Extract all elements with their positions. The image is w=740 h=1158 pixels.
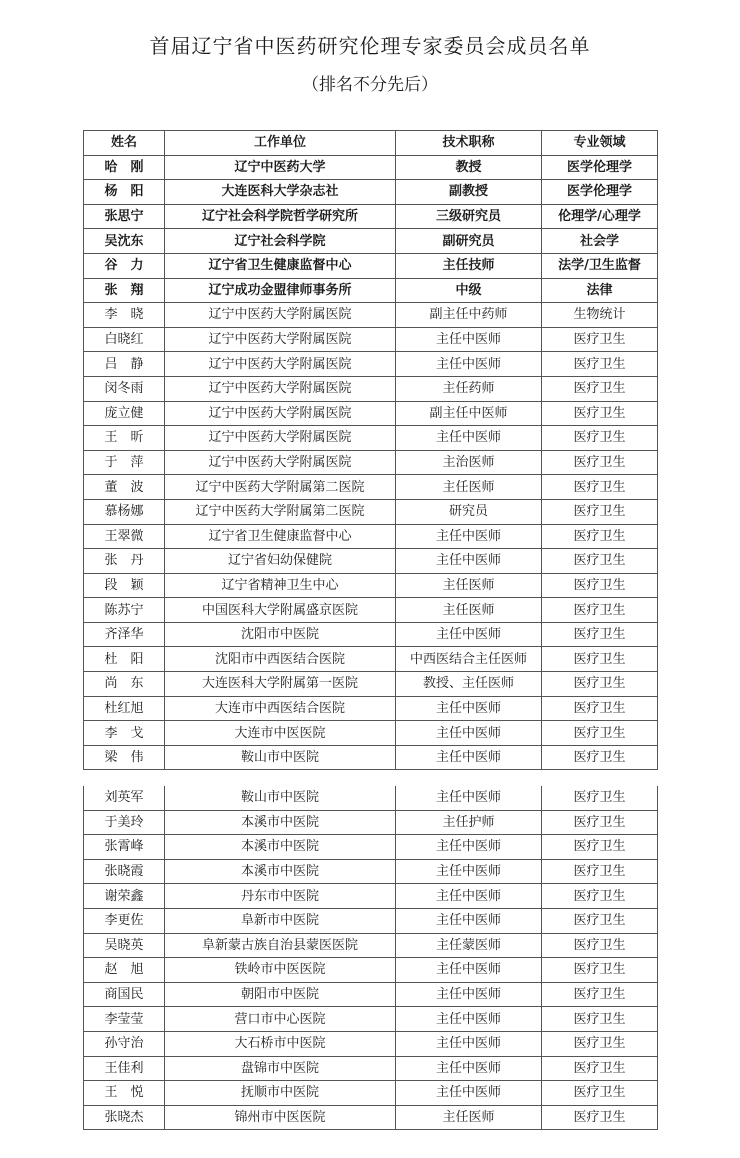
table-row — [84, 278, 658, 303]
table-row — [84, 253, 658, 278]
organization-cell: 辽宁中医药大学附属医院 — [165, 426, 396, 451]
title-cell: 主任中医师 — [396, 745, 542, 770]
name-cell: 姓名 — [84, 131, 165, 156]
organization-cell: 本溪市中医院 — [165, 810, 396, 835]
field-cell: 法律 — [542, 278, 658, 303]
members-table-part2 — [83, 786, 658, 1130]
table-row — [84, 810, 658, 835]
organization-cell: 辽宁中医药大学附属医院 — [165, 450, 396, 475]
field-cell: 医疗卫生 — [542, 835, 658, 860]
organization-cell: 大连市中西医结合医院 — [165, 696, 396, 721]
title-cell: 副主任中药师 — [396, 303, 542, 328]
table-row — [84, 982, 658, 1007]
name-cell: 梁 伟 — [84, 745, 165, 770]
field-cell: 生物统计 — [542, 303, 658, 328]
title-cell: 主任中医师 — [396, 1056, 542, 1081]
table-header-row — [84, 131, 658, 156]
title-cell: 主任医师 — [396, 598, 542, 623]
organization-cell: 辽宁中医药大学 — [165, 155, 396, 180]
title-cell: 教授 — [396, 155, 542, 180]
name-cell: 吕 静 — [84, 352, 165, 377]
field-cell: 医疗卫生 — [542, 450, 658, 475]
table-row — [84, 835, 658, 860]
table-row — [84, 327, 658, 352]
table-row — [84, 933, 658, 958]
title-cell: 主任中医师 — [396, 327, 542, 352]
organization-cell: 辽宁成功金盟律师事务所 — [165, 278, 396, 303]
table-row — [84, 524, 658, 549]
title-cell: 主任中医师 — [396, 859, 542, 884]
name-cell: 尚 东 — [84, 672, 165, 697]
field-cell: 医疗卫生 — [542, 401, 658, 426]
document-title: 首届辽宁省中医药研究伦理专家委员会成员名单 — [149, 34, 591, 58]
name-cell: 吴沈东 — [84, 229, 165, 254]
field-cell: 医学伦理学 — [542, 155, 658, 180]
field-cell: 医疗卫生 — [542, 327, 658, 352]
name-cell: 李更佐 — [84, 908, 165, 933]
organization-cell: 辽宁中医药大学附属第二医院 — [165, 499, 396, 524]
table-row — [84, 573, 658, 598]
organization-cell: 大连医科大学杂志社 — [165, 180, 396, 205]
name-cell: 王翠微 — [84, 524, 165, 549]
name-cell: 杜 阳 — [84, 647, 165, 672]
title-cell: 主任医师 — [396, 475, 542, 500]
organization-cell: 铁岭市中医医院 — [165, 958, 396, 983]
field-cell: 医疗卫生 — [542, 499, 658, 524]
name-cell: 于 萍 — [84, 450, 165, 475]
name-cell: 杨 阳 — [84, 180, 165, 205]
title-cell: 主任中医师 — [396, 1081, 542, 1106]
organization-cell: 工作单位 — [165, 131, 396, 156]
name-cell: 张霄峰 — [84, 835, 165, 860]
title-cell: 主任中医师 — [396, 352, 542, 377]
name-cell: 张晓霞 — [84, 859, 165, 884]
table-row — [84, 647, 658, 672]
organization-cell: 辽宁省卫生健康监督中心 — [165, 253, 396, 278]
organization-cell: 阜新蒙古族自治县蒙医医院 — [165, 933, 396, 958]
name-cell: 闵冬雨 — [84, 376, 165, 401]
name-cell: 陈苏宁 — [84, 598, 165, 623]
field-cell: 医疗卫生 — [542, 352, 658, 377]
title-cell: 副主任中医师 — [396, 401, 542, 426]
table-row — [84, 958, 658, 983]
name-cell: 王佳利 — [84, 1056, 165, 1081]
table-row — [84, 696, 658, 721]
title-cell: 主任医师 — [396, 573, 542, 598]
field-cell: 医疗卫生 — [542, 696, 658, 721]
name-cell: 王 悦 — [84, 1081, 165, 1106]
title-cell: 中级 — [396, 278, 542, 303]
organization-cell: 抚顺市中医院 — [165, 1081, 396, 1106]
organization-cell: 辽宁中医药大学附属医院 — [165, 376, 396, 401]
name-cell: 白晓红 — [84, 327, 165, 352]
name-cell: 赵 旭 — [84, 958, 165, 983]
field-cell: 社会学 — [542, 229, 658, 254]
table-row — [84, 672, 658, 697]
title-cell: 副研究员 — [396, 229, 542, 254]
title-cell: 技术职称 — [396, 131, 542, 156]
organization-cell: 沈阳市中医院 — [165, 622, 396, 647]
organization-cell: 辽宁中医药大学附属医院 — [165, 327, 396, 352]
name-cell: 李 晓 — [84, 303, 165, 328]
table-row — [84, 352, 658, 377]
organization-cell: 辽宁社会科学院 — [165, 229, 396, 254]
table-row — [84, 376, 658, 401]
name-cell: 王 昕 — [84, 426, 165, 451]
name-cell: 张思宁 — [84, 204, 165, 229]
table-row — [84, 229, 658, 254]
field-cell: 医疗卫生 — [542, 1056, 658, 1081]
field-cell: 医疗卫生 — [542, 475, 658, 500]
name-cell: 段 颖 — [84, 573, 165, 598]
field-cell: 医疗卫生 — [542, 933, 658, 958]
title-cell: 主任中医师 — [396, 1007, 542, 1032]
title-cell: 副教授 — [396, 180, 542, 205]
field-cell: 医疗卫生 — [542, 810, 658, 835]
field-cell: 医疗卫生 — [542, 908, 658, 933]
organization-cell: 大连市中医医院 — [165, 721, 396, 746]
table-row — [84, 549, 658, 574]
field-cell: 医疗卫生 — [542, 622, 658, 647]
field-cell: 医疗卫生 — [542, 859, 658, 884]
title-cell: 主任中医师 — [396, 884, 542, 909]
table-row — [84, 721, 658, 746]
table-row — [84, 204, 658, 229]
table-row — [84, 884, 658, 909]
organization-cell: 本溪市中医院 — [165, 835, 396, 860]
table-row — [84, 426, 658, 451]
name-cell: 谢荣鑫 — [84, 884, 165, 909]
name-cell: 于美玲 — [84, 810, 165, 835]
organization-cell: 辽宁省精神卫生中心 — [165, 573, 396, 598]
field-cell: 医疗卫生 — [542, 786, 658, 810]
field-cell: 医疗卫生 — [542, 524, 658, 549]
organization-cell: 阜新市中医院 — [165, 908, 396, 933]
field-cell: 医疗卫生 — [542, 1081, 658, 1106]
table-row — [84, 1031, 658, 1056]
name-cell: 李莹莹 — [84, 1007, 165, 1032]
name-cell: 张 翔 — [84, 278, 165, 303]
title-cell: 主任中医师 — [396, 549, 542, 574]
name-cell: 齐泽华 — [84, 622, 165, 647]
organization-cell: 辽宁省妇幼保健院 — [165, 549, 396, 574]
title-cell: 主任中医师 — [396, 958, 542, 983]
organization-cell: 中国医科大学附属盛京医院 — [165, 598, 396, 623]
field-cell: 医疗卫生 — [542, 647, 658, 672]
name-cell: 庞立健 — [84, 401, 165, 426]
field-cell: 法学/卫生监督 — [542, 253, 658, 278]
organization-cell: 营口市中心医院 — [165, 1007, 396, 1032]
name-cell: 吴晓英 — [84, 933, 165, 958]
title-cell: 研究员 — [396, 499, 542, 524]
field-cell: 医疗卫生 — [542, 982, 658, 1007]
table-row — [84, 786, 658, 810]
name-cell: 张晓杰 — [84, 1105, 165, 1130]
name-cell: 孙守治 — [84, 1031, 165, 1056]
table-row — [84, 155, 658, 180]
organization-cell: 锦州市中医医院 — [165, 1105, 396, 1130]
table-row — [84, 499, 658, 524]
field-cell: 医学伦理学 — [542, 180, 658, 205]
field-cell: 医疗卫生 — [542, 745, 658, 770]
organization-cell: 鞍山市中医院 — [165, 745, 396, 770]
table-row — [84, 450, 658, 475]
field-cell: 医疗卫生 — [542, 721, 658, 746]
name-cell: 谷 力 — [84, 253, 165, 278]
table-row — [84, 598, 658, 623]
name-cell: 张 丹 — [84, 549, 165, 574]
title-cell: 主任医师 — [396, 1105, 542, 1130]
title-cell: 主治医师 — [396, 450, 542, 475]
field-cell: 医疗卫生 — [542, 958, 658, 983]
field-cell: 医疗卫生 — [542, 598, 658, 623]
members-table-part1 — [83, 130, 658, 770]
table-row — [84, 908, 658, 933]
table-row — [84, 1105, 658, 1130]
organization-cell: 丹东市中医院 — [165, 884, 396, 909]
title-cell: 主任中医师 — [396, 982, 542, 1007]
title-cell: 主任中医师 — [396, 721, 542, 746]
organization-cell: 辽宁中医药大学附属医院 — [165, 303, 396, 328]
field-cell: 医疗卫生 — [542, 1105, 658, 1130]
field-cell: 医疗卫生 — [542, 884, 658, 909]
field-cell: 医疗卫生 — [542, 573, 658, 598]
table-row — [84, 1056, 658, 1081]
title-cell: 主任中医师 — [396, 524, 542, 549]
organization-cell: 辽宁社会科学院哲学研究所 — [165, 204, 396, 229]
title-cell: 主任技师 — [396, 253, 542, 278]
table-row — [84, 180, 658, 205]
title-cell: 主任药师 — [396, 376, 542, 401]
table-row — [84, 1081, 658, 1106]
name-cell: 李 戈 — [84, 721, 165, 746]
name-cell: 慕杨娜 — [84, 499, 165, 524]
title-cell: 教授、主任医师 — [396, 672, 542, 697]
name-cell: 董 波 — [84, 475, 165, 500]
table-row — [84, 745, 658, 770]
organization-cell: 大石桥市中医院 — [165, 1031, 396, 1056]
title-cell: 三级研究员 — [396, 204, 542, 229]
organization-cell: 辽宁中医药大学附属医院 — [165, 352, 396, 377]
table-row — [84, 859, 658, 884]
title-cell: 中西医结合主任医师 — [396, 647, 542, 672]
organization-cell: 大连医科大学附属第一医院 — [165, 672, 396, 697]
field-cell: 专业领域 — [542, 131, 658, 156]
organization-cell: 盘锦市中医院 — [165, 1056, 396, 1081]
field-cell: 医疗卫生 — [542, 426, 658, 451]
field-cell: 医疗卫生 — [542, 672, 658, 697]
name-cell: 刘英军 — [84, 786, 165, 810]
title-cell: 主任中医师 — [396, 786, 542, 810]
name-cell: 商国民 — [84, 982, 165, 1007]
field-cell: 医疗卫生 — [542, 376, 658, 401]
title-cell: 主任中医师 — [396, 696, 542, 721]
table-row — [84, 1007, 658, 1032]
name-cell: 杜红旭 — [84, 696, 165, 721]
field-cell: 医疗卫生 — [542, 1031, 658, 1056]
organization-cell: 沈阳市中西医结合医院 — [165, 647, 396, 672]
name-cell: 哈 刚 — [84, 155, 165, 180]
organization-cell: 辽宁中医药大学附属第二医院 — [165, 475, 396, 500]
organization-cell: 辽宁省卫生健康监督中心 — [165, 524, 396, 549]
field-cell: 医疗卫生 — [542, 549, 658, 574]
table-row — [84, 401, 658, 426]
document-subtitle: （排名不分先后） — [302, 75, 438, 95]
table-row — [84, 475, 658, 500]
table-row — [84, 622, 658, 647]
organization-cell: 鞍山市中医院 — [165, 786, 396, 810]
title-cell: 主任护师 — [396, 810, 542, 835]
field-cell: 伦理学/心理学 — [542, 204, 658, 229]
title-cell: 主任中医师 — [396, 426, 542, 451]
title-cell: 主任蒙医师 — [396, 933, 542, 958]
title-cell: 主任中医师 — [396, 1031, 542, 1056]
field-cell: 医疗卫生 — [542, 1007, 658, 1032]
title-cell: 主任中医师 — [396, 835, 542, 860]
organization-cell: 辽宁中医药大学附属医院 — [165, 401, 396, 426]
title-cell: 主任中医师 — [396, 908, 542, 933]
organization-cell: 朝阳市中医院 — [165, 982, 396, 1007]
title-cell: 主任中医师 — [396, 622, 542, 647]
table-row — [84, 303, 658, 328]
organization-cell: 本溪市中医院 — [165, 859, 396, 884]
